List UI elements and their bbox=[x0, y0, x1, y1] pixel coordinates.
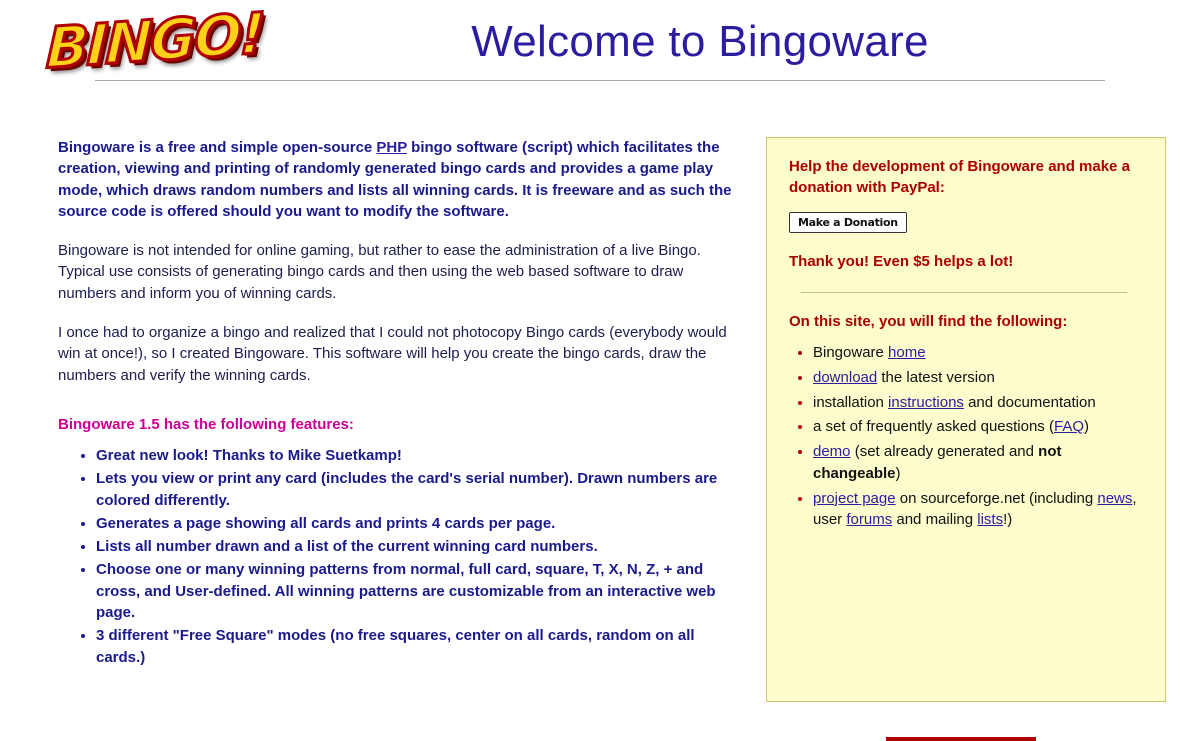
list-item bbox=[813, 392, 1145, 414]
project-page-link[interactable]: project page bbox=[813, 489, 896, 507]
news-link[interactable]: news bbox=[1097, 489, 1133, 507]
sidebar-bottom-accent bbox=[886, 737, 1036, 741]
site-links-list bbox=[789, 342, 1145, 531]
item-post-text: on sourceforge.net (including bbox=[895, 489, 1098, 507]
item-post-text: the latest version bbox=[877, 368, 995, 386]
item-post-text: ) bbox=[1084, 418, 1089, 436]
item-tail-text: !) bbox=[1003, 511, 1013, 529]
list-item bbox=[813, 488, 1145, 532]
home-link[interactable]: home bbox=[888, 344, 926, 361]
list-item: • Generates a page showing all cards and prints 4 cards per page. bbox=[96, 513, 740, 534]
header-divider bbox=[95, 80, 1105, 81]
download-link[interactable]: download bbox=[813, 368, 878, 386]
item-pre-text: Bingoware bbox=[813, 344, 889, 361]
bingo-logo bbox=[0, 1, 300, 82]
item-post-text: and documentation bbox=[963, 393, 1096, 411]
features-list bbox=[58, 445, 740, 668]
intro-paragraph bbox=[58, 137, 740, 222]
paragraph-2: Bingoware is not intended for online gaming, but rather to ease the administration of a live Bingo. Typical use consists of generating bingo cards and then using the web based software to draw numbers and inform you of winning cards. bbox=[58, 242, 701, 302]
thank-you-text: Thank you! Even $5 helps a lot! bbox=[789, 253, 1014, 270]
list-item: • Great new look! Thanks to Mike Suetkamp! bbox=[96, 445, 740, 466]
left-column bbox=[58, 137, 758, 670]
page-title: Welcome to Bingoware bbox=[471, 17, 929, 66]
site-header bbox=[0, 0, 1200, 82]
item-post-text: (set already generated and bbox=[850, 443, 1039, 460]
paragraph-3: I once had to organize a bingo and realized that I could not photocopy Bingo cards (everybody would win at once!), so I created Bingoware. This software will help you create the bingo cards, draw the numbers and verify the winning cards. bbox=[58, 324, 727, 384]
list-item bbox=[813, 416, 1145, 438]
item-bold-text: not changeable bbox=[813, 443, 1062, 482]
list-item bbox=[813, 342, 1145, 364]
sidebar-panel bbox=[766, 137, 1166, 702]
demo-link[interactable]: demo bbox=[813, 443, 851, 460]
list-item bbox=[813, 367, 1145, 389]
forums-link[interactable]: forums bbox=[846, 511, 893, 529]
faq-link[interactable]: FAQ bbox=[1053, 418, 1084, 436]
on-this-site-heading: On this site, you will find the following: bbox=[789, 313, 1068, 330]
item-mid-text-2: , user bbox=[813, 489, 1137, 529]
list-item: • Lets you view or print any card (includes the card's serial number). Drawn numbers are colored differently. bbox=[96, 468, 740, 511]
list-item bbox=[813, 441, 1145, 485]
item-tail-text: ) bbox=[895, 464, 901, 482]
sidebar-divider bbox=[801, 292, 1127, 293]
make-a-donation-button[interactable]: Make a Donation bbox=[789, 212, 907, 233]
intro-text-before-link: Bingoware is a free and simple open-source bbox=[58, 139, 377, 156]
features-heading: Bingoware 1.5 has the following features: bbox=[58, 415, 354, 433]
main-content bbox=[0, 137, 1200, 702]
list-item: • Choose one or many winning patterns from normal, full card, square, T, X, N, Z, + and cross, and User-defined. All winning patterns are customizable from an interactive web page. bbox=[96, 559, 740, 623]
item-pre-text: a set of frequently asked questions ( bbox=[813, 418, 1054, 436]
intro-text-after-link: bingo software (script) which facilitates the creation, viewing and printing of randomly generated bingo cards and provides a game play mode, which draws random numbers and lists all winning cards. It is freeware and as such the source code is offered should you want to modify the software. bbox=[58, 139, 732, 220]
list-item: • Lists all number drawn and a list of the current winning card numbers. bbox=[96, 536, 740, 557]
php-link[interactable]: PHP bbox=[376, 139, 407, 156]
list-item: • 3 different "Free Square" modes (no free squares, center on all cards, random on all cards.) bbox=[96, 625, 740, 668]
item-mid-text-3: and mailing bbox=[892, 511, 978, 529]
item-pre-text: installation bbox=[813, 393, 889, 411]
donation-heading: Help the development of Bingoware and make a donation with PayPal: bbox=[789, 158, 1130, 196]
instructions-link[interactable]: instructions bbox=[888, 393, 964, 411]
logo-text: BINGO! bbox=[45, 1, 265, 82]
lists-link[interactable]: lists bbox=[977, 511, 1004, 529]
